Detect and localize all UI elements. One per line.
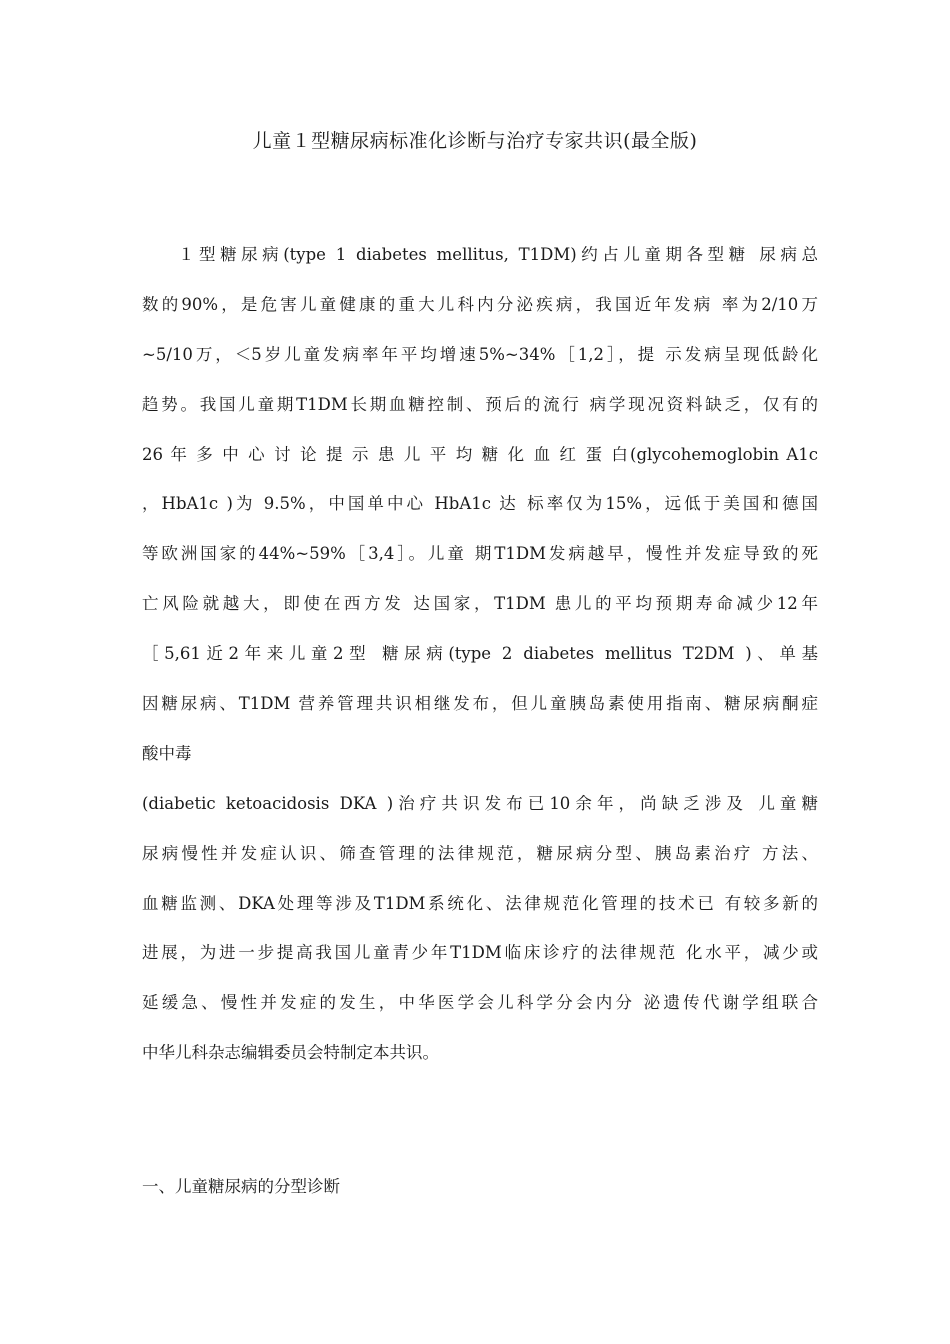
paragraph-background bbox=[142, 789, 818, 1088]
text-line: 尿病慢性并发症认识、筛查管理的法律规范，糖尿病分型、胰岛素治疗 方法、 bbox=[142, 843, 818, 863]
text-line: 中华儿科杂志编辑委员会特制定本共识。 bbox=[142, 1043, 439, 1063]
text-line: 亡风险就越大，即使在西方发 达国家，T1DM 患儿的平均预期寿命减少12年 bbox=[142, 594, 818, 614]
text-line: ~5/10万，＜5岁儿童发病率年平均增速5%~34%［1,2］，提 示发病呈现低龄化 bbox=[142, 344, 818, 364]
text-line: ，HbA1c )为 9.5%，中国单中心 HbA1c 达 标率仅为15%，远低于美国和德国 bbox=[142, 494, 818, 514]
text-line: 26 年 多 中 心 讨 论 提 示 患 儿 平 均 糖 化 血 红 蛋 白(glycohemoglobin A1c bbox=[142, 444, 818, 464]
text-line: 进展，为进一步提高我国儿童青少年T1DM临床诊疗的法律规范 化水平，减少或 bbox=[142, 943, 818, 963]
text-line: １型糖尿病(type 1 diabetes mellitus, T1DM)约占儿童期各型糖 尿病总 bbox=[178, 245, 818, 264]
text-line: 因糖尿病、T1DM 营养管理共识相继发布，但儿童胰岛素使用指南、糖尿病酮症 bbox=[142, 694, 818, 714]
text-line: 等欧洲国家的44%~59%［3,4］。儿童 期T1DM发病越早，慢性并发症导致的死 bbox=[142, 544, 818, 564]
text-line: 延缓急、慢性并发症的发生，中华医学会儿科学分会内分 泌遗传代谢学组联合 bbox=[142, 993, 818, 1013]
text-line: ［5,61近2年来儿童2型 糖尿病(type 2 diabetes mellitus T2DM )、单基 bbox=[142, 644, 818, 664]
text-line: 血糖监测、DKA处理等涉及T1DM系统化、法律规范化管理的技术已 有较多新的 bbox=[142, 893, 818, 913]
document-title: 儿童１型糖尿病标准化诊断与治疗专家共识(最全版) bbox=[252, 130, 698, 152]
text-line: 趋势。我国儿童期T1DM长期血糖控制、预后的流行 病学现况资料缺乏，仅有的 bbox=[142, 394, 818, 414]
text-line: (diabetic ketoacidosis DKA )治疗共识发布已10余年，尚缺乏涉及 儿童糖 bbox=[142, 793, 818, 813]
paragraph-intro bbox=[142, 240, 818, 789]
section-heading: 一、儿童糖尿病的分型诊断 bbox=[142, 1177, 340, 1196]
document-body bbox=[142, 240, 818, 1088]
text-line: 数的90%，是危害儿童健康的重大儿科内分泌疾病，我国近年发病 率为2/10万 bbox=[142, 294, 818, 314]
text-line: 酸中毒 bbox=[142, 743, 192, 763]
